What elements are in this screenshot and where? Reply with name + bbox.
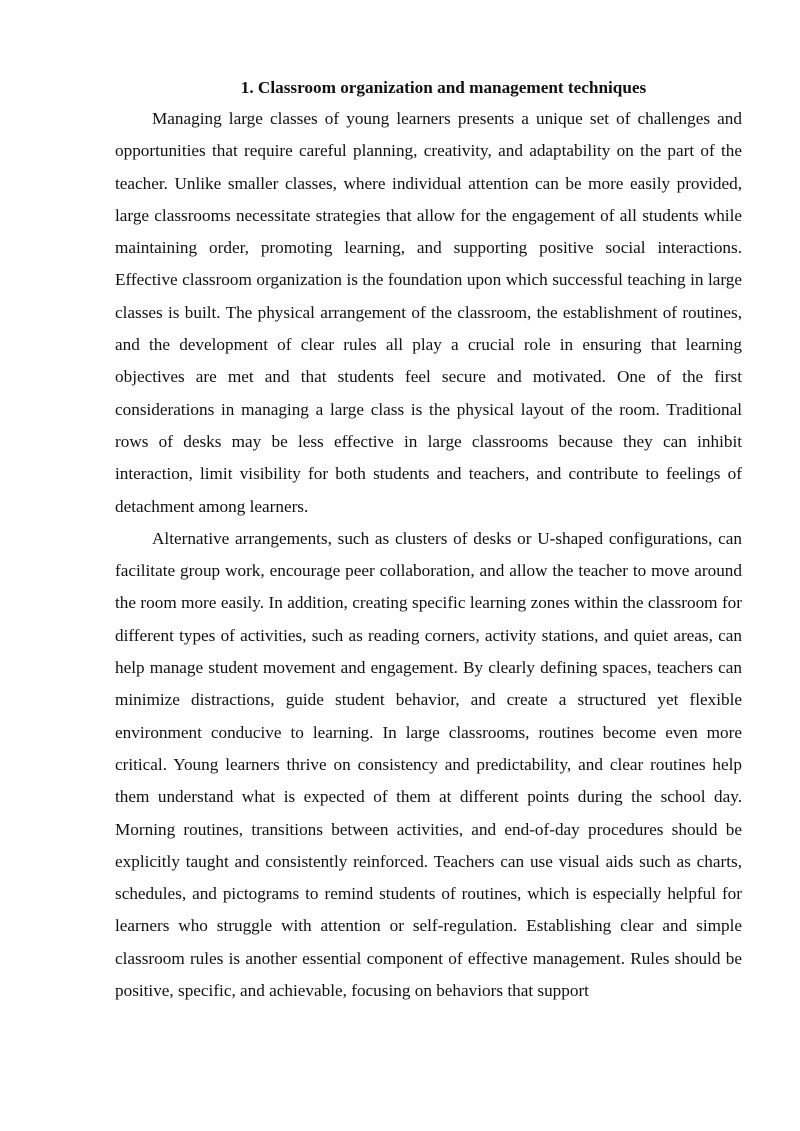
section-heading: 1. Classroom organization and management techniques [240,78,647,97]
body-paragraph: Alternative arrangements, such as clusters of desks or U-shaped configurations, can facilitate group work, encourage peer collaboration, and allow the teacher to move around the room more easily. In addition, creating specific learning zones within the classroom for different types of activities, such as reading corners, activity stations, and quiet areas, can help manage student movement and engagement. By clearly defining spaces, teachers can minimize distractions, guide student behavior, and create a structured yet flexible environment conducive to learning. In large classrooms, routines become even more critical. Young learners thrive on consistency and predictability, and clear routines help them understand what is expected of them at different points during the school day. Morning routines, transitions between activities, and end-of-day procedures should be explicitly taught and consistently reinforced. Teachers can use visual aids such as charts, schedules, and pictograms to remind students of routines, which is especially helpful for learners who struggle with attention or self-regulation. Establishing clear and simple classroom rules is another essential component of effective management. Rules should be positive, specific, and achievable, focusing on behaviors that support [115,528,742,1001]
body-paragraph: Managing large classes of young learners presents a unique set of challenges and opportunities that require careful planning, creativity, and adaptability on the part of the teacher. Unlike smaller classes, where individual attention can be more easily provided, large classrooms necessitate strategies that allow for the engagement of all students while maintaining order, promoting learning, and supporting positive social interactions. Effective classroom organization is the foundation upon which successful teaching in large classes is built. The physical arrangement of the classroom, the establishment of routines, and the development of clear rules all play a crucial role in ensuring that learning objectives are met and that students feel secure and motivated. One of the first considerations in managing a large class is the physical layout of the room. Traditional rows of desks may be less effective in large classrooms because they can inhibit interaction, limit visibility for both students and teachers, and contribute to feelings of detachment among learners. [115,109,742,516]
page-content [115,74,742,1007]
